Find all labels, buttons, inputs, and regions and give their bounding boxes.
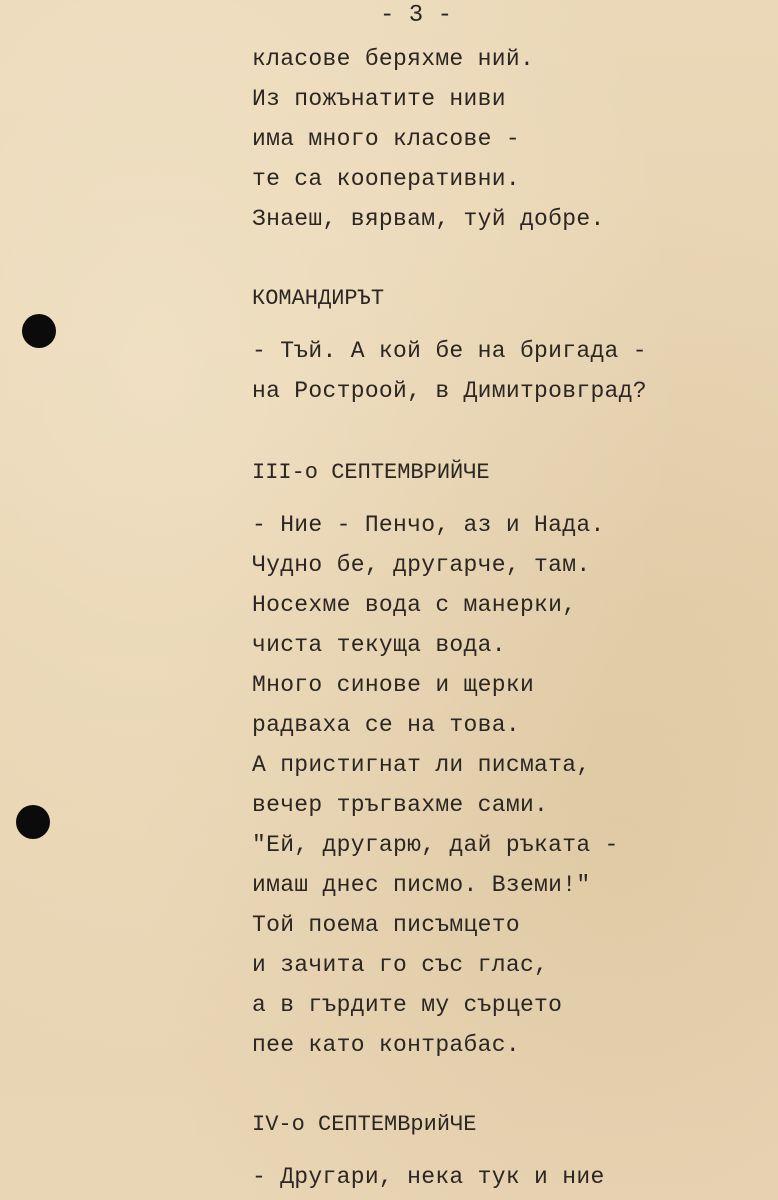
verse-line: - Тъй. А кой бе на бригада - [252,338,647,364]
verse-line: Чудно бе, другарче, там. [252,552,591,578]
speaker-heading-commander: КОМАНДИРЪТ [252,286,385,311]
speaker-heading-fourth: IV-о СЕПТЕМВрийЧЕ [252,1112,477,1137]
speaker-heading-third: III-о СЕПТЕМВРИЙЧЕ [252,460,490,485]
verse-line: имаш днес писмо. Вземи!" [252,872,591,898]
verse-line: Носехме вода с манерки, [252,592,577,618]
verse-line: А пристигнат ли писмата, [252,752,591,778]
verse-line: - Другари, нека тук и ние [252,1164,605,1190]
verse-line: "Ей, другарю, дай ръката - [252,832,619,858]
verse-line: Из пожънатите ниви [252,86,506,112]
verse-line: а в гърдите му сърцето [252,992,563,1018]
verse-line: има много класове - [252,126,520,152]
verse-line: чиста текуща вода. [252,632,506,658]
verse-line: вечер тръгвахме сами. [252,792,549,818]
verse-line: - Ние - Пенчо, аз и Нада. [252,512,605,538]
verse-line: Знаеш, вярвам, туй добре. [252,206,605,232]
verse-line: радваха се на това. [252,712,520,738]
page-number: - 3 - [380,2,453,29]
verse-line: пее като контрабас. [252,1032,520,1058]
punch-hole-top [22,314,56,348]
verse-line: те са кооперативни. [252,166,520,192]
verse-line: и зачита го със глас, [252,952,549,978]
verse-line: Той поема писъмцето [252,912,520,938]
verse-line: Много синове и щерки [252,672,535,698]
punch-hole-bottom [16,805,50,839]
verse-line: на Ростроой, в Димитровград? [252,378,647,404]
verse-line: класове беряхме ний. [252,46,535,72]
